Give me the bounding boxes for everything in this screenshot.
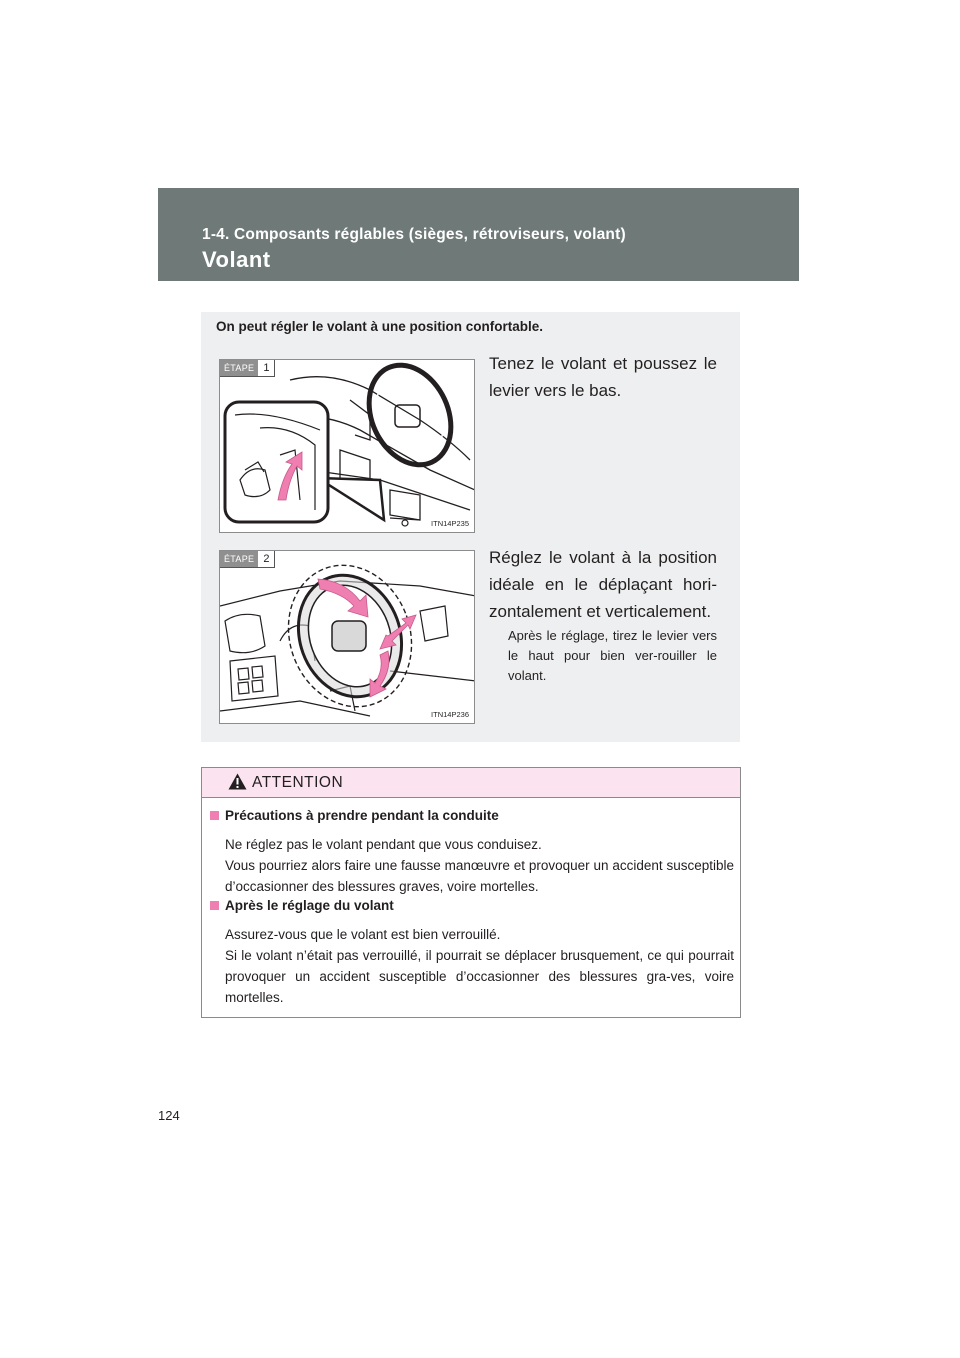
steering-wheel-illustration bbox=[220, 551, 475, 724]
image-code: ITN14P235 bbox=[431, 519, 469, 528]
warning-item-heading: Précautions à prendre pendant la conduite bbox=[210, 808, 499, 823]
step-2-note: Après le réglage, tirez le levier vers le haut pour bien ver-rouiller le volant. bbox=[508, 628, 717, 683]
warning-item-heading: Après le réglage du volant bbox=[210, 898, 394, 913]
image-code: ITN14P236 bbox=[431, 710, 469, 719]
step-1-text: Tenez le volant et poussez le levier vers le bas. bbox=[489, 354, 717, 400]
warning-box bbox=[201, 767, 741, 1018]
step-2-badge: ÉTAPE 2 bbox=[219, 550, 275, 568]
bullet-square-icon bbox=[210, 901, 219, 910]
procedure-panel bbox=[201, 312, 740, 742]
step-1-badge: ÉTAPE 1 bbox=[219, 359, 275, 377]
step-1-illustration bbox=[219, 359, 475, 533]
section-title: 1-4. Composants réglables (sièges, rétroviseurs, volant) bbox=[202, 226, 626, 243]
step-2-text: Réglez le volant à la position idéale en le déplaçant hori-zontalement et verticalement. bbox=[489, 548, 717, 621]
warning-header bbox=[202, 768, 740, 798]
lever-illustration bbox=[220, 360, 475, 533]
warning-icon bbox=[228, 773, 247, 790]
warning-item-body: Assurez-vous que le volant est bien verrouillé. Si le volant n’était pas verrouillé, il pourrait se déplacer brusquement, ce qui pourrait provoquer un accident susceptible d’occasionner des blessures gra-ves, voire mortelles. bbox=[225, 927, 734, 1005]
warning-title: ATTENTION bbox=[252, 774, 344, 791]
page-number: 124 bbox=[158, 1108, 180, 1123]
warning-item-body: Ne réglez pas le volant pendant que vous conduisez. Vous pourriez alors faire une fausse manœuvre et provoquer un accident susceptible d’occasionner des blessures graves, voire mortelles. bbox=[225, 837, 734, 894]
chapter-header bbox=[158, 188, 799, 281]
intro-text: On peut régler le volant à une position confortable. bbox=[216, 319, 544, 334]
page-title: Volant bbox=[202, 247, 271, 272]
step-2-illustration bbox=[219, 550, 475, 724]
bullet-square-icon bbox=[210, 811, 219, 820]
